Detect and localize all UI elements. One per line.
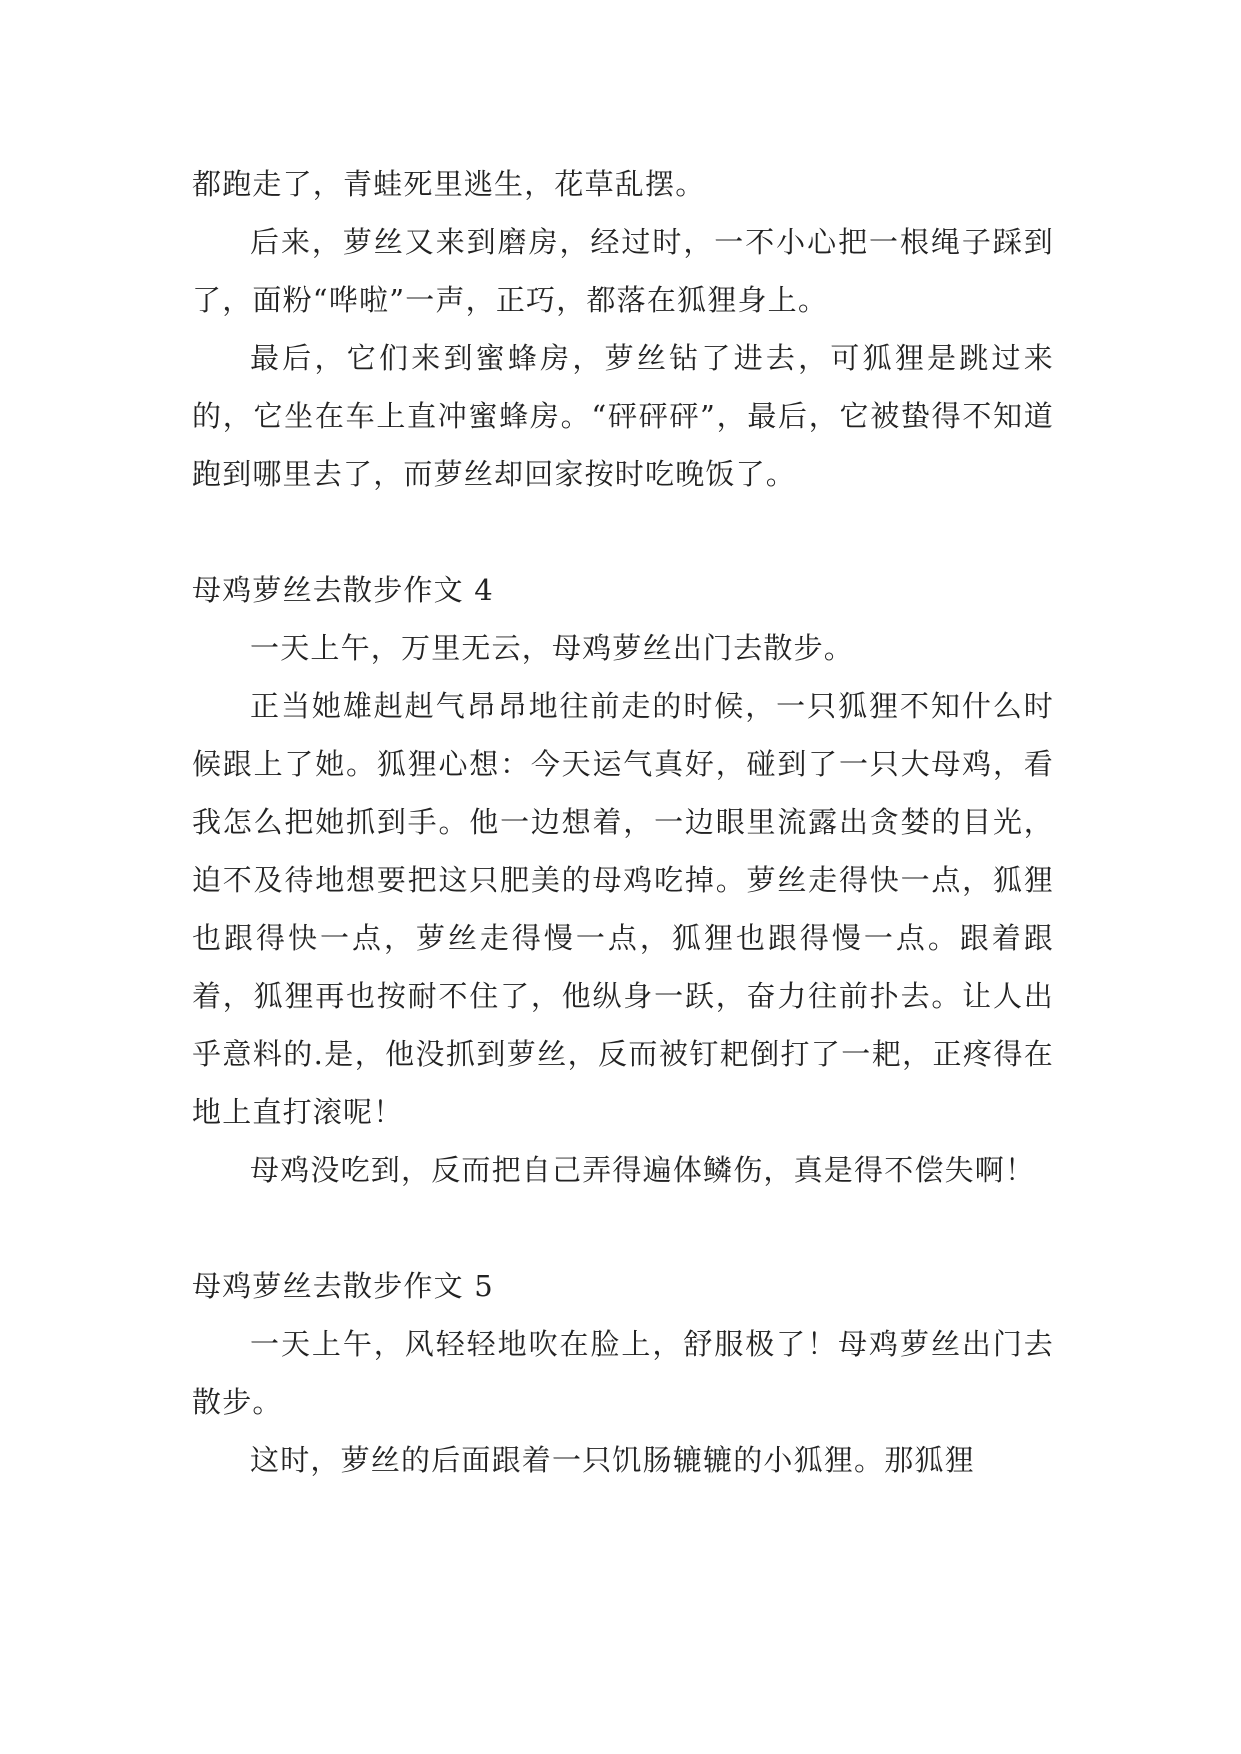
paragraph: 后来，萝丝又来到磨房，经过时，一不小心把一根绳子踩到了，面粉“哗啦”一声，正巧，都落在狐狸身上。 xyxy=(192,225,1054,317)
paragraph: 这时，萝丝的后面跟着一只饥肠辘辘的小狐狸。那狐狸 xyxy=(250,1443,975,1477)
paragraph: 母鸡没吃到，反而把自己弄得遍体鳞伤，真是得不偿失啊！ xyxy=(250,1153,1036,1187)
section-title-5: 母鸡萝丝去散步作文 5 xyxy=(192,1269,494,1303)
paragraph: 一天上午，风轻轻地吹在脸上，舒服极了！母鸡萝丝出门去散步。 xyxy=(192,1327,1054,1419)
paragraph: 正当她雄赳赳气昂昂地往前走的时候，一只狐狸不知什么时候跟上了她。狐狸心想：今天运气真好，碰到了一只大母鸡，看我怎么把她抓到手。他一边想着，一边眼里流露出贪婪的目光，迫不及待地想要把这只肥美的母鸡吃掉。萝丝走得快一点，狐狸也跟得快一点，萝丝走得慢一点，狐狸也跟得慢一点。跟着跟着，狐狸再也按耐不住了，他纵身一跃，奋力往前扑去。让人出乎意料的.是，他没抓到萝丝，反而被钉耙倒打了一耙，正疼得在地上直打滚呢！ xyxy=(192,689,1054,1129)
paragraph-continued: 都跑走了，青蛙死里逃生，花草乱摆。 xyxy=(192,167,706,201)
section-title-4: 母鸡萝丝去散步作文 4 xyxy=(192,573,494,607)
paragraph: 最后，它们来到蜜蜂房，萝丝钻了进去，可狐狸是跳过来的，它坐在车上直冲蜜蜂房。“砰砰砰”，最后，它被蛰得不知道跑到哪里去了，而萝丝却回家按时吃晚饭了。 xyxy=(192,341,1054,491)
document-body xyxy=(192,155,1054,1489)
paragraph: 一天上午，万里无云，母鸡萝丝出门去散步。 xyxy=(250,631,855,665)
